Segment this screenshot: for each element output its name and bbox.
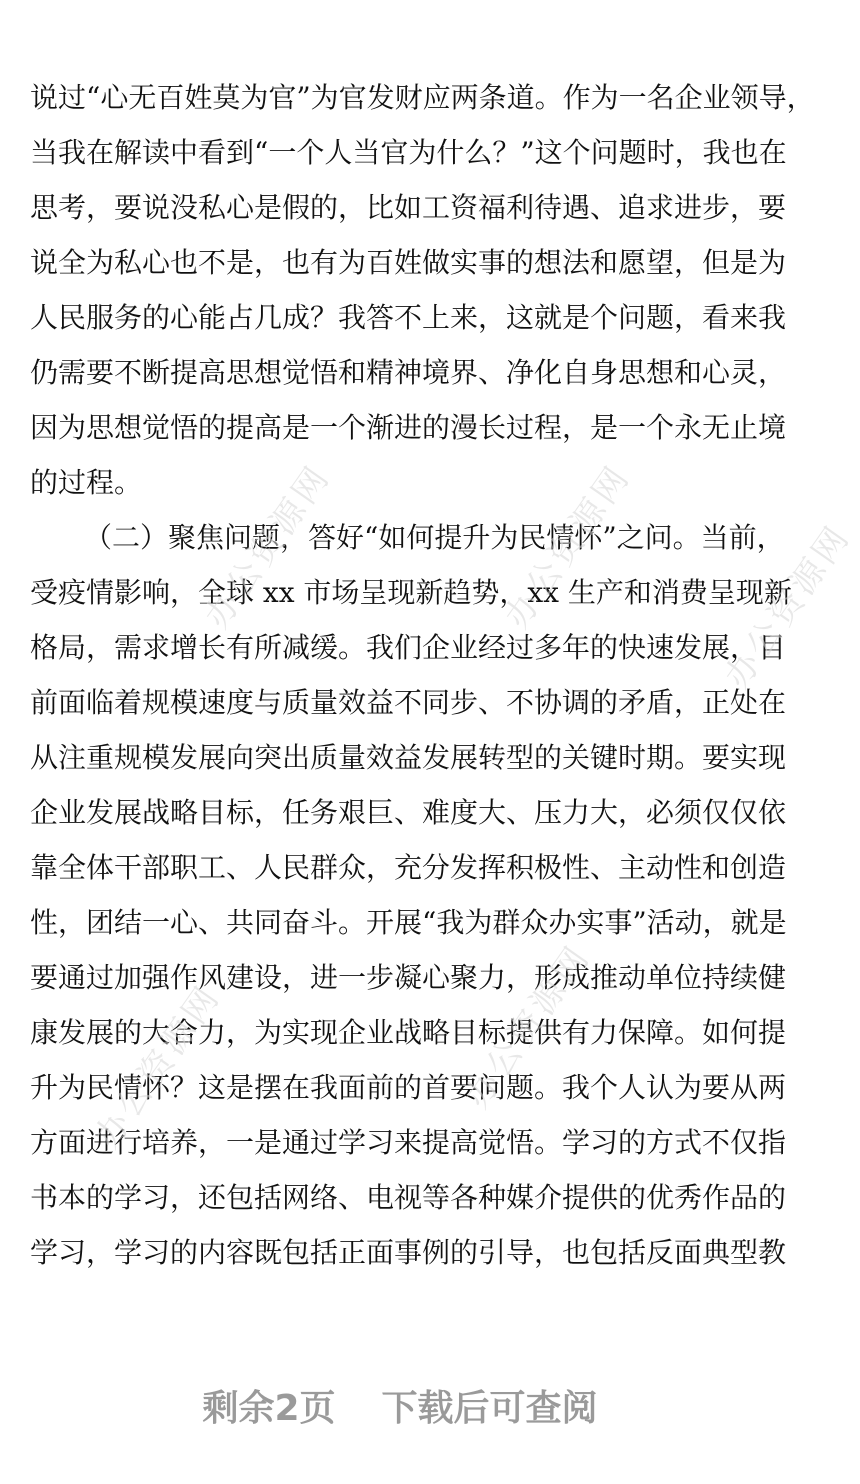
- text-line: 康发展的大合力，为实现企业战略目标提供有力保障。如何提: [30, 1016, 787, 1049]
- text-line: 仍需要不断提高思想觉悟和精神境界、净化自身思想和心灵，: [30, 356, 787, 389]
- download-prompt-label: 下载后可查阅: [381, 1388, 598, 1429]
- text-line: 前面临着规模速度与质量效益不同步、不协调的矛盾，正处在: [30, 686, 787, 719]
- text-line: 当我在解读中看到“一个人当官为什么？”这个问题时，我也在: [30, 136, 787, 169]
- text-line: 的过程。: [30, 466, 143, 499]
- text-line: 性，团结一心、共同奋斗。开展“我为群众办实事”活动，就是: [30, 906, 787, 939]
- text-line: 要通过加强作风建设，进一步凝心聚力，形成推动单位持续健: [30, 961, 787, 994]
- text-line: 企业发展战略目标，任务艰巨、难度大、压力大，必须仅仅依: [30, 796, 787, 829]
- watermark: 办公资源网: [496, 457, 639, 636]
- text-line: 说过“心无百姓莫为官”为官发财应两条道。作为一名企业领导，: [30, 81, 815, 114]
- watermark: 办公资源网: [196, 457, 339, 636]
- watermark: 办公资源网: [456, 937, 599, 1116]
- section-heading-line: （二）聚焦问题，答好“如何提升为民情怀”之问。当前，: [84, 521, 785, 554]
- text-line: 思考，要说没私心是假的，比如工资福利待遇、追求进步，要: [30, 191, 787, 224]
- text-line: 书本的学习，还包括网络、电视等各种媒介提供的优秀作品的: [30, 1181, 787, 1214]
- text-line: 人民服务的心能占几成？我答不上来，这就是个问题，看来我: [30, 301, 787, 334]
- text-line: 格局，需求增长有所减缓。我们企业经过多年的快速发展，目: [30, 631, 787, 664]
- text-line: 因为思想觉悟的提高是一个渐进的漫长过程，是一个永无止境: [30, 411, 787, 444]
- text-line: 学习，学习的内容既包括正面事例的引导，也包括反面典型教: [30, 1236, 787, 1269]
- text-line: 靠全体干部职工、人民群众，充分发挥积极性、主动性和创造: [30, 851, 787, 884]
- text-line: 受疫情影响，全球 xx 市场呈现新趋势，xx 生产和消费呈现新: [30, 576, 792, 609]
- watermark: 办公资源网: [716, 517, 859, 696]
- remaining-pages-label: 剩余2页: [202, 1388, 336, 1429]
- text-line: 说全为私心也不是，也有为百姓做实事的想法和愿望，但是为: [30, 246, 787, 279]
- text-line: 方面进行培养，一是通过学习来提高觉悟。学习的方式不仅指: [30, 1126, 787, 1159]
- download-to-read-more-button[interactable]: [0, 1384, 800, 1434]
- text-line: 升为民情怀？这是摆在我面前的首要问题。我个人认为要从两: [30, 1071, 787, 1104]
- watermark: 办公资源网: [86, 977, 229, 1156]
- text-line: 从注重规模发展向突出质量效益发展转型的关键时期。要实现: [30, 741, 787, 774]
